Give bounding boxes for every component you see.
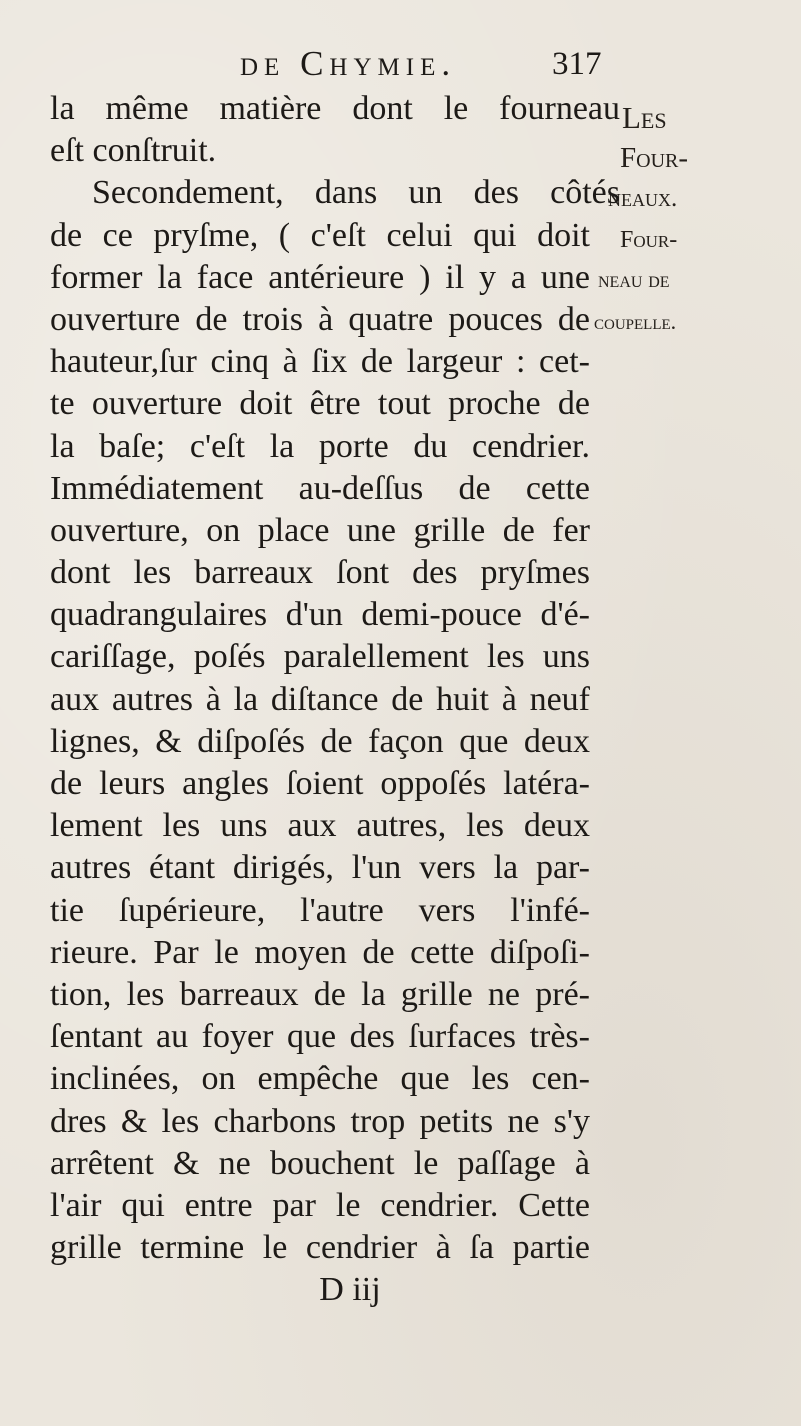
margin-note-line: Les: [622, 100, 667, 135]
text-line: quadrangulaires d'un demi-pouce d'é-: [50, 596, 590, 634]
text-line: lement les uns aux autres, les deux: [50, 807, 590, 845]
margin-note-line: Four-: [620, 142, 689, 174]
page-header: [0, 44, 801, 92]
text-line: de ce pryſme, ( c'eſt celui qui doit: [50, 216, 590, 254]
text-line: de leurs angles ſoient oppoſés latéra-: [50, 765, 590, 802]
text-line: ouverture de trois à quatre pouces de: [50, 300, 590, 338]
text-line: autres étant dirigés, l'un vers la par-: [50, 849, 590, 887]
text-line: lignes, & diſpoſés de façon que deux: [50, 722, 590, 760]
text-line: eſt conſtruit.: [50, 132, 217, 170]
text-line: inclinées, on empêche que les cen-: [50, 1060, 590, 1098]
text-line: la baſe; c'eſt la porte du cendrier.: [50, 427, 590, 465]
margin-note-line: coupelle.: [594, 309, 677, 334]
text-line: l'air qui entre par le cendrier. Cette: [50, 1186, 590, 1224]
text-line: te ouverture doit être tout proche de: [50, 385, 590, 423]
text-line: rieure. Par le moyen de cette diſpoſi-: [50, 933, 590, 971]
text-line: ouverture, on place une grille de fer: [50, 511, 590, 549]
text-line: ſentant au foyer que des ſurfaces très-: [50, 1018, 590, 1056]
margin-note-line: neaux.: [608, 185, 678, 212]
text-line: former la face antérieure ) il y a une: [50, 258, 590, 296]
text-line: arrêtent & ne bouchent le paſſage à: [50, 1144, 590, 1182]
text-line: Immédiatement au-deſſus de cette: [50, 469, 590, 507]
signature-mark: D iij: [319, 1271, 381, 1309]
text-line: grille termine le cendrier à ſa partie: [50, 1229, 590, 1267]
text-line: tie ſupérieure, l'autre vers l'infé-: [50, 891, 590, 929]
text-line: dres & les charbons trop petits ne s'y: [50, 1102, 590, 1140]
text-line: cariſſage, poſés paralellement les uns: [50, 638, 590, 676]
text-line: Secondement, dans un des côtés: [92, 174, 620, 212]
text-line: la même matière dont le fourneau: [50, 90, 620, 127]
running-head: de Chymie.: [240, 44, 457, 83]
text-line: dont les barreaux ſont des pryſmes: [50, 554, 590, 592]
text-line: hauteur,ſur cinq à ſix de largeur : cet-: [50, 343, 590, 381]
page-number: 317: [552, 46, 602, 82]
margin-note-line: neau de: [598, 267, 670, 292]
text-line: tion, les barreaux de la grille ne pré-: [50, 975, 590, 1013]
text-line: aux autres à la diſtance de huit à neuf: [50, 680, 590, 718]
body-text: [50, 88, 750, 1311]
margin-note-line: Four-: [620, 227, 678, 253]
